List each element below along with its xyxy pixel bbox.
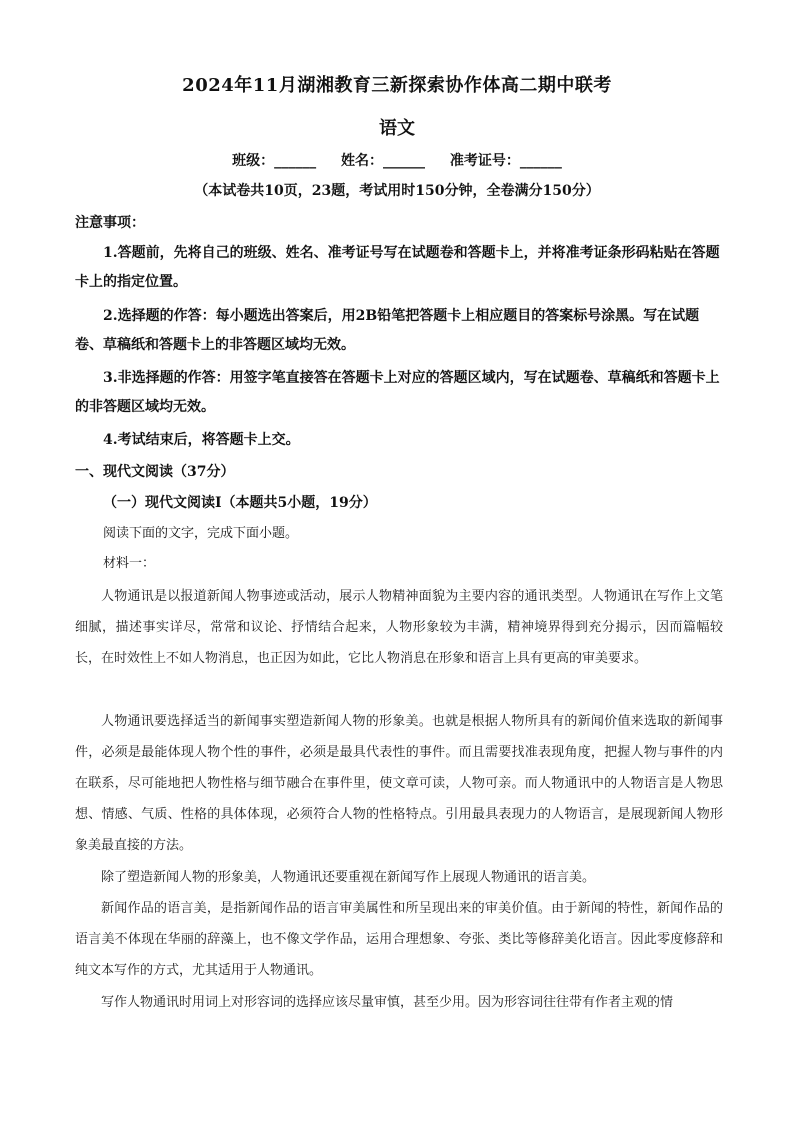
reading-instruction: 阅读下面的文字，完成下面小题。 <box>103 526 299 541</box>
notice-item-1: 1.答题前，先将自己的班级、姓名、准考证号写在试题卷和答题卡上，并将准考证条形码粘贴在答题卡上的指定位置。 <box>75 245 720 290</box>
body-paragraph-5: 写作人物通讯时用词上对形容词的选择应该尽量审慎，甚至少用。因为形容词往往带有作者主观的情 <box>101 995 674 1010</box>
notice-item-2: 2.选择题的作答：每小题选出答案后，用2B铅笔把答题卡上相应题目的答案标号涂黑。写在试题卷、草稿纸和答题卡上的非答题区域均无效。 <box>75 308 700 353</box>
student-info-fields <box>0 150 794 170</box>
name-field: 姓名：______ <box>341 153 425 169</box>
notice-item-4: 4.考试结束后，将答题卡上交。 <box>103 432 300 448</box>
section-heading: 一、现代文阅读（37分） <box>75 464 235 480</box>
exam-note: （本试卷共10页，23题，考试用时150分钟，全卷满分150分） <box>194 183 600 199</box>
ticket-number-field: 准考证号：______ <box>449 153 562 169</box>
body-paragraph-3: 除了塑造新闻人物的形象美，人物通讯还要重视在新闻写作上展现人物通讯的语言美。 <box>101 870 596 885</box>
notice-heading: 注意事项： <box>75 215 145 231</box>
material-label: 材料一： <box>103 556 156 571</box>
body-paragraph-2: 人物通讯要选择适当的新闻事实塑造新闻人物的形象美。也就是根据人物所具有的新闻价值来选取的新闻事件，必须是最能体现人物个性的事件，必须是最具代表性的事件。而且需要找准表现角度，把握人物与事件的内在联系，尽可能地把人物性格与细节融合在事件里，使文章可读，人物可亲。而人物通讯中的人物语言是人物思想、情感、气质、性格的具体体现，必须符合人物的性格特点。引用最具表现力的人物语言，是展现新闻人物形象美最直接的方法。 <box>75 714 723 853</box>
exam-title: 2024年11月湖湘教育三新探索协作体高二期中联考 <box>182 75 612 96</box>
class-field: 班级：______ <box>232 153 317 169</box>
body-paragraph-1: 人物通讯是以报道新闻人物事迹或活动，展示人物精神面貌为主要内容的通讯类型。人物通讯在写作上文笔细腻，描述事实详尽，常常和议论、抒情结合起来，人物形象较为丰满，精神境界得到充分揭示，因而篇幅较长，在时效性上不如人物消息，也正因为如此，它比人物消息在形象和语言上具有更高的审美要求。 <box>75 589 723 666</box>
subject-title: 语文 <box>379 118 415 139</box>
body-paragraph-4: 新闻作品的语言美，是指新闻作品的语言审美属性和所呈现出来的审美价值。由于新闻的特性，新闻作品的语言美不体现在华丽的辞藻上，也不像文学作品，运用合理想象、夸张、类比等修辞美化语言。因此零度修辞和纯文本写作的方式，尤其适用于人物通讯。 <box>75 901 723 978</box>
section-subheading: （一）现代文阅读Ⅰ（本题共5小题，19分） <box>103 495 377 511</box>
notice-item-3: 3.非选择题的作答：用签字笔直接答在答题卡上对应的答题区域内，写在试题卷、草稿纸和答题卡上的非答题区域均无效。 <box>75 370 720 415</box>
